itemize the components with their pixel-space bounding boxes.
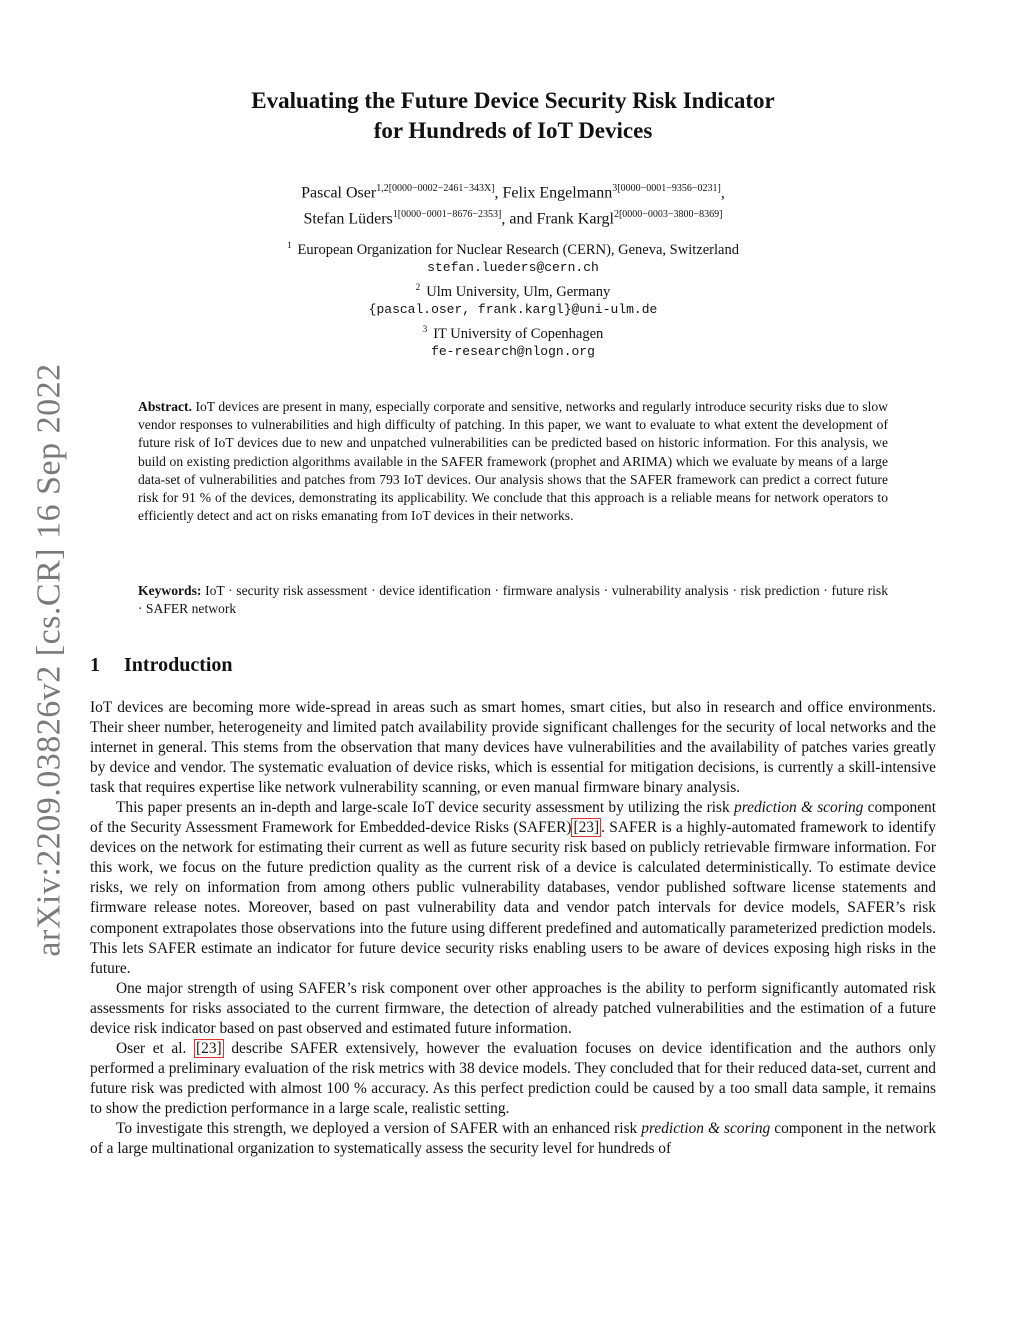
paragraph-text: This paper presents an in-depth and large-scale IoT device security assessment by utilizing the risk [116, 799, 735, 817]
paragraph-2 [90, 798, 936, 978]
author-separator: , and [501, 210, 537, 228]
emphasis-text: prediction & scoring [734, 799, 864, 817]
affiliation-number: 1 [287, 240, 292, 250]
abstract-label: Abstract. [138, 399, 192, 414]
author-name: Felix Engelmann [502, 184, 613, 202]
title-line-1: Evaluating the Future Device Security Risk Indicator [251, 88, 775, 113]
affiliation-3 [90, 320, 936, 343]
abstract-text: IoT devices are present in many, especially corporate and sensitive, networks and regularly introduce security risks due to slow vendor responses to vulnerabilities and high difficulty of patching. In this paper, we want to evaluate to what extent the development of future risk of IoT devices due to new and unpatched vulnerabilities can be predicted based on historic information. For this analysis, we build on existing prediction algorithms available in the SAFER framework (prophet and ARIMA) which we evaluate by means of a large data-set of vulnerabilities and patches from 793 IoT devices. Our analysis shows that the SAFER framework can predict a correct future risk for 91 % of the devices, demonstrating its applicability. We conclude that this approach is a reliable means for network operators to efficiently detect and act on risks emanating from IoT devices in their networks. [138, 399, 888, 524]
author-name: Frank Kargl [536, 210, 614, 228]
author-orcid: 1[0000−0001−8676−2353] [392, 209, 502, 221]
affiliation-name: Ulm University, Ulm, Germany [426, 283, 611, 300]
paragraph-text: component of the Security Assessment Framework for Embedded-device Risks (SAFER) [90, 799, 937, 837]
affiliation-email: {pascal.oser, frank.kargl}@uni-ulm.de [368, 302, 658, 318]
paragraph-1: IoT devices are becoming more wide-spread in areas such as smart homes, smart cities, but also in research and office environments. Their sheer number, heterogeneity and limited patch availability provide significant challenges for the security of local networks and the internet in general. This stems from the observation that many devices have vulnerabilities and the availability of patches varies greatly by device and vendor. The systematic evaluation of device risks, which is essential for mitigation decisions, is currently a skill-intensive task that requires expertise like network vulnerability scanning, or even manual firmware binary analysis. [90, 699, 936, 797]
arxiv-side-identifier [26, 350, 74, 970]
section-heading [90, 654, 233, 677]
author-name: Pascal Oser [301, 184, 377, 202]
author-list [90, 178, 936, 231]
author-line-2 [90, 204, 936, 230]
title-line-2: for Hundreds of IoT Devices [373, 118, 653, 143]
affiliation-number: 2 [415, 281, 421, 292]
affiliations [90, 236, 936, 361]
abstract [138, 398, 888, 525]
author-orcid: 3[0000−0001−9356−0231] [612, 183, 721, 194]
affiliation-number: 3 [422, 323, 428, 334]
affiliation-1 [90, 236, 936, 259]
paragraph-text: component in the network of a large multinational organization to systematically assess the security level for hundreds of [90, 1119, 937, 1158]
paragraph-text: . SAFER is a highly-automated framework to identify devices on the network for estimating their current as well as future security risk based on publicly retrievable firmware information. For this work, we focus on the future prediction quality as the current risk of a device is calculated deterministically. To estimate device risks, we rely on information from among others public vulnerability databases, vendor published software license statements and firmware release notes. Moreover, based on past vulnerability data and vendor patch intervals for device models, SAFER’s risk component extrapolates those observations into the future using different predefined and automatically parameterized prediction models. This lets SAFER estimate an indicator for future device security risks enabling users to be aware of devices exposing high risks in the future. [90, 819, 936, 977]
emphasis-text: prediction & scoring [641, 1119, 771, 1137]
affiliation-name: European Organization for Nuclear Research (CERN), Geneva, Switzerland [297, 241, 739, 258]
author-line-1: Pascal Oser$^{1,2[0000-0002-2461-343X]}$, Felix Engelmann$^{3[0000-0001-9356-0231]}$, [301, 183, 725, 202]
affiliation-name: IT University of Copenhagen [433, 325, 604, 342]
paragraph-text: Oser et al. [116, 1039, 195, 1057]
paragraph-text: To investigate this strength, we deployed a version of SAFER with an enhanced risk [116, 1119, 642, 1137]
keywords [138, 582, 888, 618]
paragraph-text: describe SAFER extensively, however the evaluation focuses on device identification and the authors only performed a preliminary evaluation of the risk metrics with 38 device models. They concluded that for their reduced data-set, current and future risk was predicted with almost 100 % accuracy. As this perfect prediction could be caused by a too small data sample, it remains to show the prediction performance in a large scale, realistic setting. [90, 1039, 936, 1117]
citation-link[interactable]: [23] [573, 819, 600, 837]
author-orcid: 1,2[0000−0002−2461−343X] [376, 183, 495, 194]
paragraph-3: One major strength of using SAFER’s risk component over other approaches is the ability to perform significantly automated risk assessments for risks associated to the current firmware, the detection of already patched vulnerabilities and the estimation of a future device risk indicator based on past observed and estimated future information. [90, 979, 936, 1037]
paragraph-5 [90, 1119, 936, 1159]
author-orcid: 2[0000−0003−3800−8369] [613, 209, 723, 221]
citation-link[interactable]: [23] [196, 1039, 222, 1057]
affiliation-email: fe-research@nlogn.org [431, 343, 595, 359]
affiliation-2 [90, 278, 936, 301]
arxiv-identifier-text: arXiv:2209.03826v2 [cs.CR] 16 Sep 2022 [31, 363, 68, 957]
section-number: 1 [90, 654, 100, 676]
paper-title [90, 86, 936, 146]
body-text [90, 698, 936, 1159]
author-name: Stefan Lüders [303, 210, 393, 228]
paragraph-4 [90, 1039, 936, 1119]
keywords-text: IoT · security risk assessment · device identification · firmware analysis · vulnerability analysis · risk prediction · future risk · SAFER network [138, 583, 888, 617]
affiliation-email: stefan.lueders@cern.ch [427, 260, 599, 276]
author-separator: , [720, 184, 725, 202]
keywords-label: Keywords: [138, 583, 202, 598]
section-title: Introduction [124, 654, 233, 676]
